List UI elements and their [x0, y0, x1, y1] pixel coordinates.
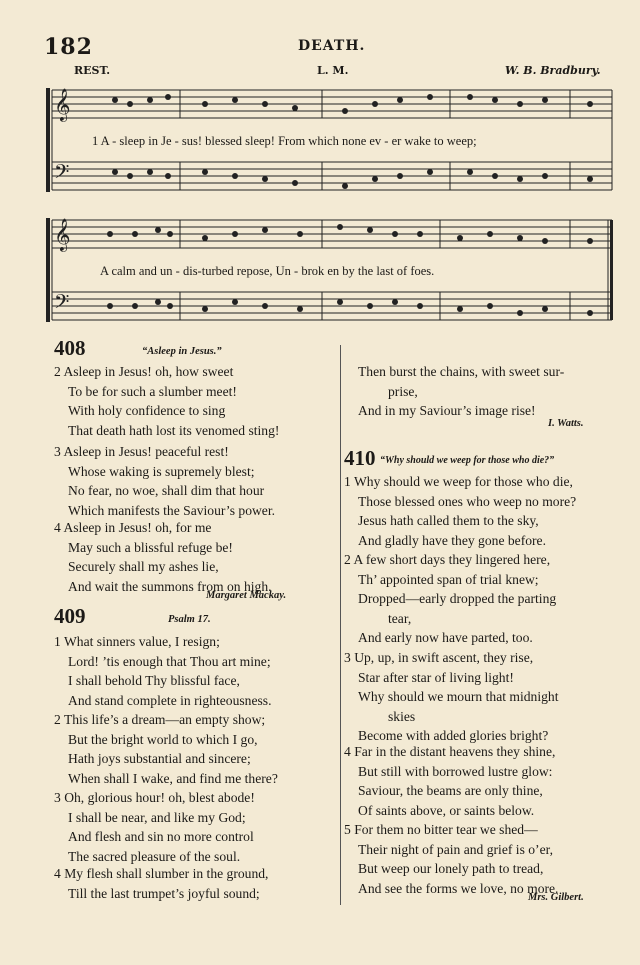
stanza-line: But the bright world to which I go, [68, 731, 258, 747]
stanza-line: And wait the summons from on high. [68, 578, 272, 594]
stanza-line: 2 This life’s a dream—an empty show; [54, 712, 266, 727]
stanza-line: 4 Asleep in Jesus! oh, for me [54, 520, 212, 535]
stanza-line: I shall behold Thy blissful face, [68, 673, 240, 688]
stanza-line: Whose waking is supremely blest; [68, 463, 255, 479]
music-lyric-line-1: 1 A - sleep in Je - sus! blessed sleep! From which none ev - er wake to weep; [92, 134, 477, 148]
stanza-line: 3 Oh, glorious hour! oh, blest abode! [54, 790, 255, 805]
stanza-line: 1 What sinners value, I resign; [54, 634, 220, 649]
stanza-line: Till the last trumpet’s joyful sound; [68, 885, 260, 901]
stanza-line: 1 Why should we weep for those who die, [344, 474, 573, 489]
stanza-line: 3 Asleep in Jesus! peaceful rest! [54, 444, 229, 459]
svg-text:𝄞: 𝄞 [54, 218, 71, 251]
tune-name: REST. [74, 64, 111, 77]
stanza-line: Lord! ’tis enough that Thou art mine; [68, 653, 271, 669]
stanza-line: Star after star of living light! [358, 669, 514, 685]
stanza [344, 820, 559, 898]
svg-text:𝄢: 𝄢 [54, 290, 70, 318]
stanza-line: Become with added glories bright? [358, 728, 549, 743]
hymn-author: I. Watts. [548, 418, 584, 429]
stanza-line: 3 Up, up, in swift ascent, they rise, [344, 650, 534, 665]
stanza-line: No fear, no woe, shall dim that hour [68, 483, 265, 498]
stanza [54, 864, 269, 903]
stanza [54, 788, 255, 866]
svg-text:𝄢: 𝄢 [54, 160, 70, 188]
hymn-number: 408 [54, 336, 86, 360]
stanza [54, 362, 280, 440]
stanza [54, 710, 278, 788]
stanza-line: That death hath lost its venomed sting! [68, 422, 280, 438]
stanza-line: 4 Far in the distant heavens they shine, [344, 744, 556, 759]
stanza-line: tear, [388, 610, 412, 626]
hymn-author: Mrs. Gilbert. [528, 892, 584, 903]
stanza-line: Which manifests the Saviour’s power. [68, 502, 276, 518]
stanza [344, 472, 577, 550]
stanza-line: And flesh and sin no more control [68, 829, 254, 844]
stanza-line: The sacred pleasure of the soul. [68, 848, 241, 864]
stanza-line: And early now have parted, too. [358, 630, 533, 645]
stanza-line: To be for such a slumber meet! [68, 383, 237, 399]
stanza-line: skies [388, 708, 416, 724]
stanza-line: Dropped—early dropped the parting [358, 591, 557, 606]
column-divider [340, 345, 341, 905]
stanza-line: Why should we mourn that midnight [358, 689, 559, 704]
stanza [54, 518, 272, 596]
stanza-line: And stand complete in righteousness. [68, 692, 272, 708]
stanza-line: Their night of pain and grief is o’er, [358, 841, 553, 857]
stanza [344, 742, 556, 820]
stanza-line: Of saints above, or saints below. [358, 802, 535, 818]
hymn-author: Margaret Mackay. [206, 590, 287, 601]
stanza-line: And gladly have they gone before. [358, 532, 546, 548]
stanza-line: May such a blissful refuge be! [68, 539, 233, 555]
stanza [358, 362, 564, 421]
stanza-line: But weep our lonely path to tread, [358, 861, 544, 876]
hymn-title: Psalm 17. [168, 614, 211, 625]
stanza-line: When shall I wake, and find me there? [68, 770, 278, 786]
tune-meter: L. M. [317, 64, 349, 77]
stanza [54, 442, 276, 520]
stanza-line: 2 A few short days they lingered here, [344, 552, 551, 567]
svg-text:𝄞: 𝄞 [54, 88, 71, 121]
stanza-line: Th’ appointed span of trial knew; [358, 571, 539, 587]
tune-composer: W. B. Bradbury. [505, 64, 601, 77]
stanza [54, 632, 272, 710]
stanza-line: Saviour, the beams are only thine, [358, 783, 543, 798]
page-number: 182 [44, 34, 93, 60]
stanza-line: But still with borrowed lustre glow: [358, 763, 553, 779]
page-title: DEATH. [298, 38, 366, 54]
stanza-line: 5 For them no bitter tear we shed— [344, 822, 538, 837]
stanza-line: With holy confidence to sing [68, 403, 226, 418]
hymn-number: 410 [344, 446, 376, 470]
stanza-line: Jesus hath called them to the sky, [358, 513, 539, 528]
stanza [344, 550, 557, 648]
stanza-line: Securely shall my ashes lie, [68, 559, 219, 574]
hymn-title: “Why should we weep for those who die?” [380, 455, 555, 466]
stanza [344, 648, 559, 746]
music-lyric-line-2: A calm and un - dis-turbed repose, Un - brok en by the last of foes. [100, 264, 435, 278]
stanza-line: Hath joys substantial and sincere; [68, 751, 251, 766]
stanza-line: prise, [388, 383, 418, 399]
hymn-number: 409 [54, 604, 86, 628]
stanza-line: 4 My flesh shall slumber in the ground, [54, 866, 269, 881]
stanza-line: I shall be near, and like my God; [68, 809, 246, 825]
stanza-line: And in my Saviour’s image rise! [358, 403, 536, 418]
stanza-line: 2 Asleep in Jesus! oh, how sweet [54, 364, 234, 379]
hymn-title: “Asleep in Jesus.” [142, 346, 222, 357]
stanza-line: Those blessed ones who weep no more? [358, 493, 577, 509]
stanza-line: And see the forms we love, no more. [358, 880, 559, 896]
stanza-line: Then burst the chains, with sweet sur- [358, 364, 565, 379]
